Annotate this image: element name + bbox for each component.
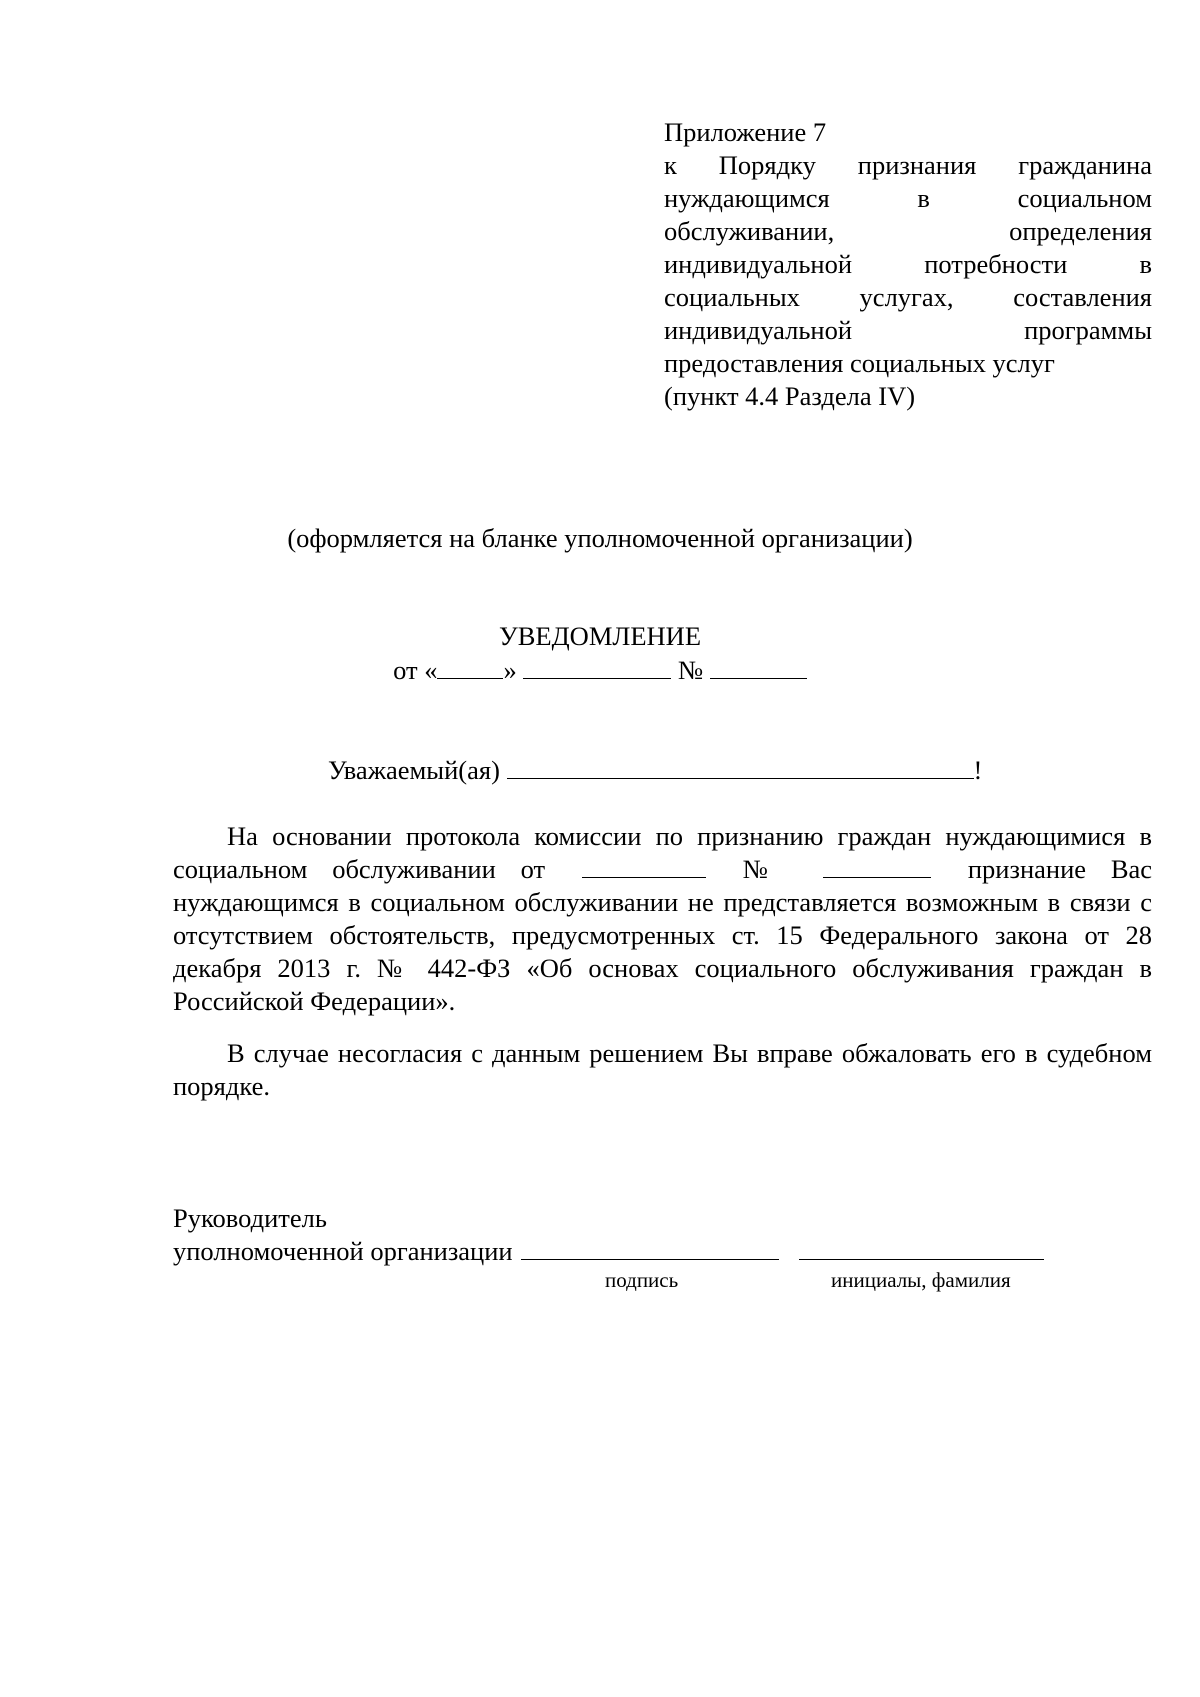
paragraph-basis-text-1: На основании протокола комиссии по признанию граждан нуждающимися в социальном обслуживании от <box>173 821 1152 884</box>
paragraph-basis-text-2: признание Вас нуждающимся в социальном обслуживании не представляется возможным в связи с отсутствием обстоятельств, предусмотренных ст. 15 Федерального закона от 28 декабря 2013 г. № 442-ФЗ «Об основах социального обслуживания граждан в Российской Федерации». <box>173 854 1153 1016</box>
notice-date-line <box>0 654 1200 687</box>
signer-org-line <box>173 1235 1044 1268</box>
date-prefix: от « <box>393 655 438 685</box>
day-field[interactable] <box>437 654 503 679</box>
paragraph-appeal: В случае несогласия с данным решением Вы вправе обжаловать его в судебном порядке. <box>173 1038 1152 1101</box>
signature-caption: подпись <box>605 1268 679 1292</box>
blank-note: (оформляется на бланке уполномоченной организации) <box>287 523 913 553</box>
number-sign: № <box>677 655 704 685</box>
notice-number-field[interactable] <box>710 654 807 679</box>
greeting-end: ! <box>973 755 983 785</box>
appendix-point: (пункт 4.4 Раздела IV) <box>664 381 916 411</box>
greeting-line <box>328 754 982 787</box>
name-caption: инициалы, фамилия <box>831 1268 1011 1292</box>
appendix-title: Приложение 7 <box>664 117 827 147</box>
greeting-text: Уважаемый(ая) <box>328 755 500 785</box>
protocol-number-field[interactable] <box>823 853 931 878</box>
appendix-text: к Порядку признания гражданина нуждающимся в социальном обслуживании, определения индивидуальной потребности в социальных услугах, составления индивидуальной программы предоставления социальных услуг <box>664 150 1152 378</box>
signature-field[interactable] <box>521 1235 779 1260</box>
signer-block <box>173 1202 1044 1268</box>
signer-title: Руководитель <box>173 1203 327 1233</box>
signer-org: уполномоченной организации <box>173 1236 513 1266</box>
date-mid: » <box>503 655 517 685</box>
appendix-header <box>664 116 1152 413</box>
month-year-field[interactable] <box>523 654 671 679</box>
recipient-name-field[interactable] <box>507 754 974 779</box>
name-initials-field[interactable] <box>799 1235 1044 1260</box>
paragraph-basis <box>173 820 1152 1018</box>
protocol-number-sign: № <box>742 854 787 884</box>
notice-title: УВЕДОМЛЕНИЕ <box>498 621 702 651</box>
protocol-date-field[interactable] <box>582 853 706 878</box>
